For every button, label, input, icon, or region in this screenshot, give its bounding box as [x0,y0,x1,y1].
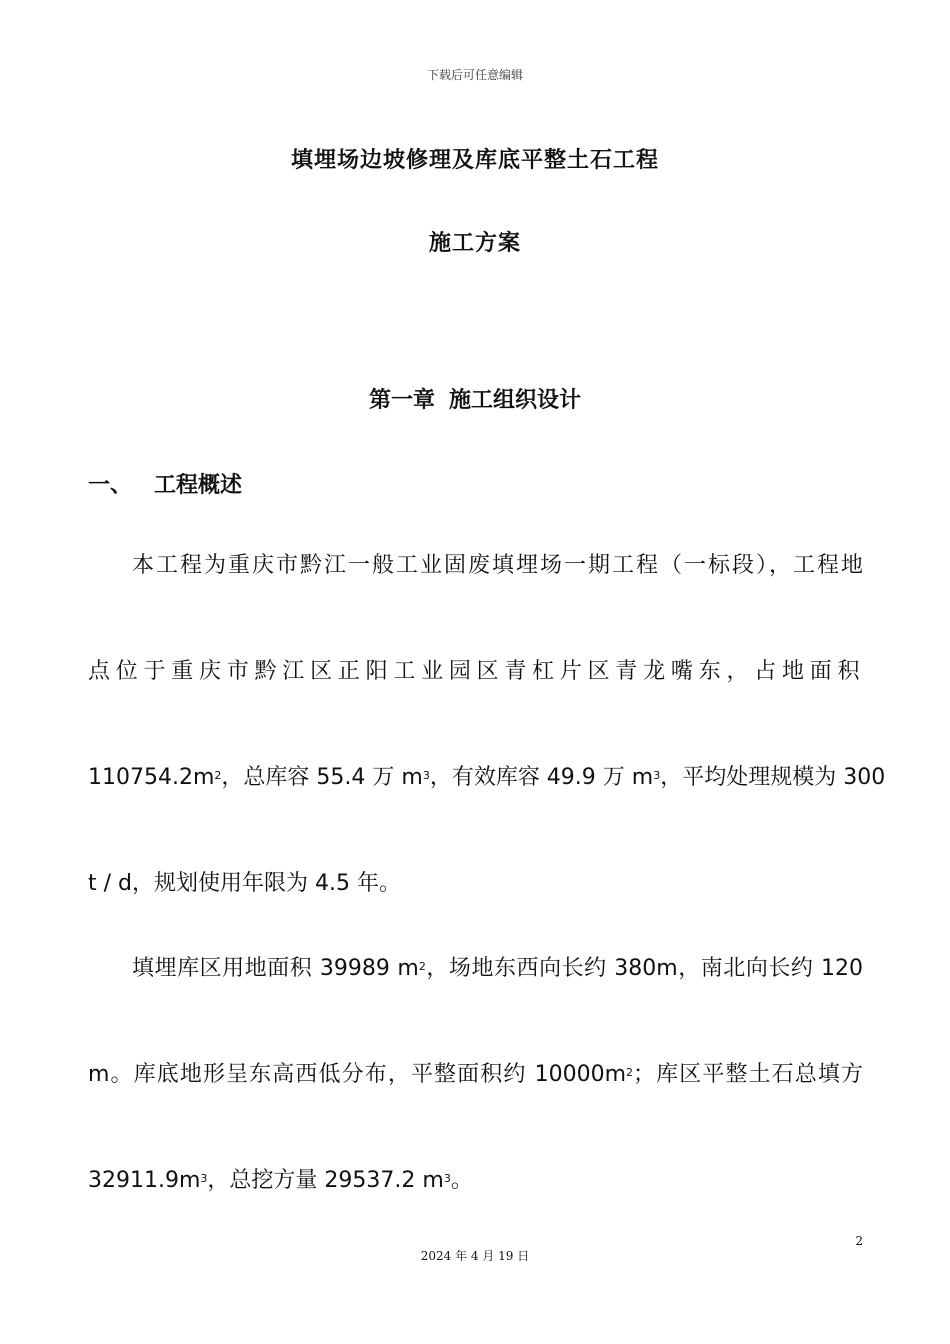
superscript: 3 [443,1172,451,1185]
document-subtitle: 施工方案 [428,231,521,256]
superscript: 2 [418,960,426,973]
effective-capacity: ，有效库容 49.9 万 m [429,765,654,790]
fill-volume-label: ；库区平整土石总填方 [633,1062,863,1087]
excavation-volume: ，总挖方量 29537.2 m [207,1168,444,1193]
superscript: 2 [626,1066,634,1079]
section-name: 工程概述 [154,473,243,498]
header-note: 下载后可任意编辑 [426,68,523,82]
page-number: 2 [855,1234,863,1248]
superscript: 3 [653,769,661,782]
superscript: 2 [214,769,222,782]
section-heading [88,468,242,499]
document-title: 填埋场边坡修理及库底平整土石工程 [290,148,659,173]
chapter-heading [0,383,950,414]
superscript: 3 [422,769,430,782]
total-capacity: ，总库容 55.4 万 m [221,765,423,790]
area-value: 110754.2m [88,765,215,790]
landfill-area: 填埋库区用地面积 39989 m [132,956,419,981]
chapter-name: 施工组织设计 [449,388,582,413]
paragraph2-line1 [88,954,863,984]
paragraph2-line3 [88,1166,863,1196]
processing-scale: ，平均处理规模为 300 [660,765,886,790]
leveling-area: m。库底地形呈东高西低分布，平整面积约 10000m [88,1062,627,1087]
sentence-end: 。 [450,1168,473,1193]
footer-date: 2024 年 4 月 19 日 [420,1249,530,1263]
superscript: 3 [200,1172,208,1185]
fill-volume: 32911.9m [88,1168,201,1193]
paragraph1-line2: 点位于重庆市黔江区正阳工业园区青杠片区青龙嘴东，占地面积 [88,659,863,684]
paragraph2-line2 [88,1060,863,1090]
chapter-number: 第一章 [368,388,435,413]
site-dimensions: ，场地东西向长约 380m，南北向长约 120 [425,956,863,981]
section-number: 一、 [88,473,133,498]
paragraph1-line4: t / d，规划使用年限为 4.5 年。 [88,871,401,896]
paragraph1-line1: 本工程为重庆市黔江一般工业固废填埋场一期工程（一标段），工程地 [132,553,863,578]
paragraph1-line3 [88,763,886,793]
